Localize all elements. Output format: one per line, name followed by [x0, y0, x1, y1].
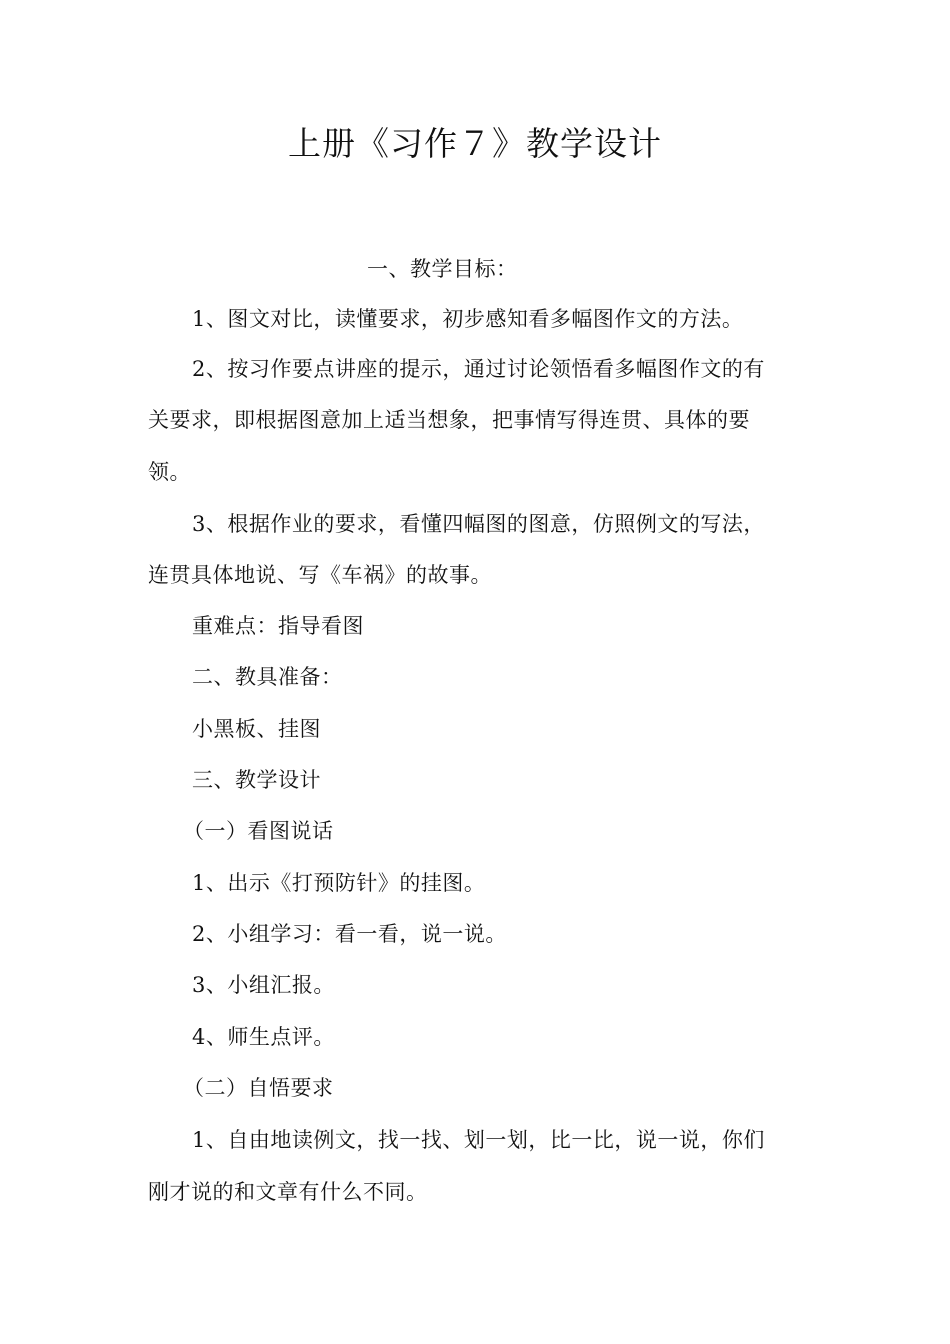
list-item: 3、小组汇报。	[192, 973, 335, 997]
paragraph-line: 3、根据作业的要求，看懂四幅图的图意，仿照例文的写法，	[192, 512, 765, 536]
list-item: 2、小组学习：看一看，说一说。	[192, 922, 507, 946]
subsection-heading: （二）自悟要求	[183, 1076, 334, 1100]
list-item: 4、师生点评。	[192, 1025, 335, 1049]
list-item: 1、出示《打预防针》的挂图。	[192, 871, 486, 895]
paragraph-line: 刚才说的和文章有什么不同。	[148, 1180, 428, 1204]
list-item: 1、自由地读例文，找一找、划一划，比一比，说一说，你们	[192, 1128, 765, 1152]
key-points-line: 重难点：指导看图	[192, 614, 364, 638]
subsection-heading: （一）看图说话	[183, 819, 334, 843]
paragraph-line: 领。	[148, 460, 191, 484]
section-heading-materials: 二、教具准备：	[192, 665, 343, 689]
paragraph-line: 小黑板、挂图	[192, 717, 321, 741]
paragraph-line: 2、按习作要点讲座的提示，通过讨论领悟看多幅图作文的有	[192, 357, 765, 381]
paragraph-line: 1、图文对比，读懂要求，初步感知看多幅图作文的方法。	[192, 307, 744, 331]
paragraph-line: 连贯具体地说、写《车祸》的故事。	[148, 563, 492, 587]
paragraph-line: 关要求，即根据图意加上适当想象，把事情写得连贯、具体的要	[148, 408, 750, 432]
document-title: 上册《习作７》教学设计	[288, 124, 662, 163]
section-heading-objectives: 一、教学目标：	[367, 257, 518, 281]
section-heading-design: 三、教学设计	[192, 768, 321, 792]
